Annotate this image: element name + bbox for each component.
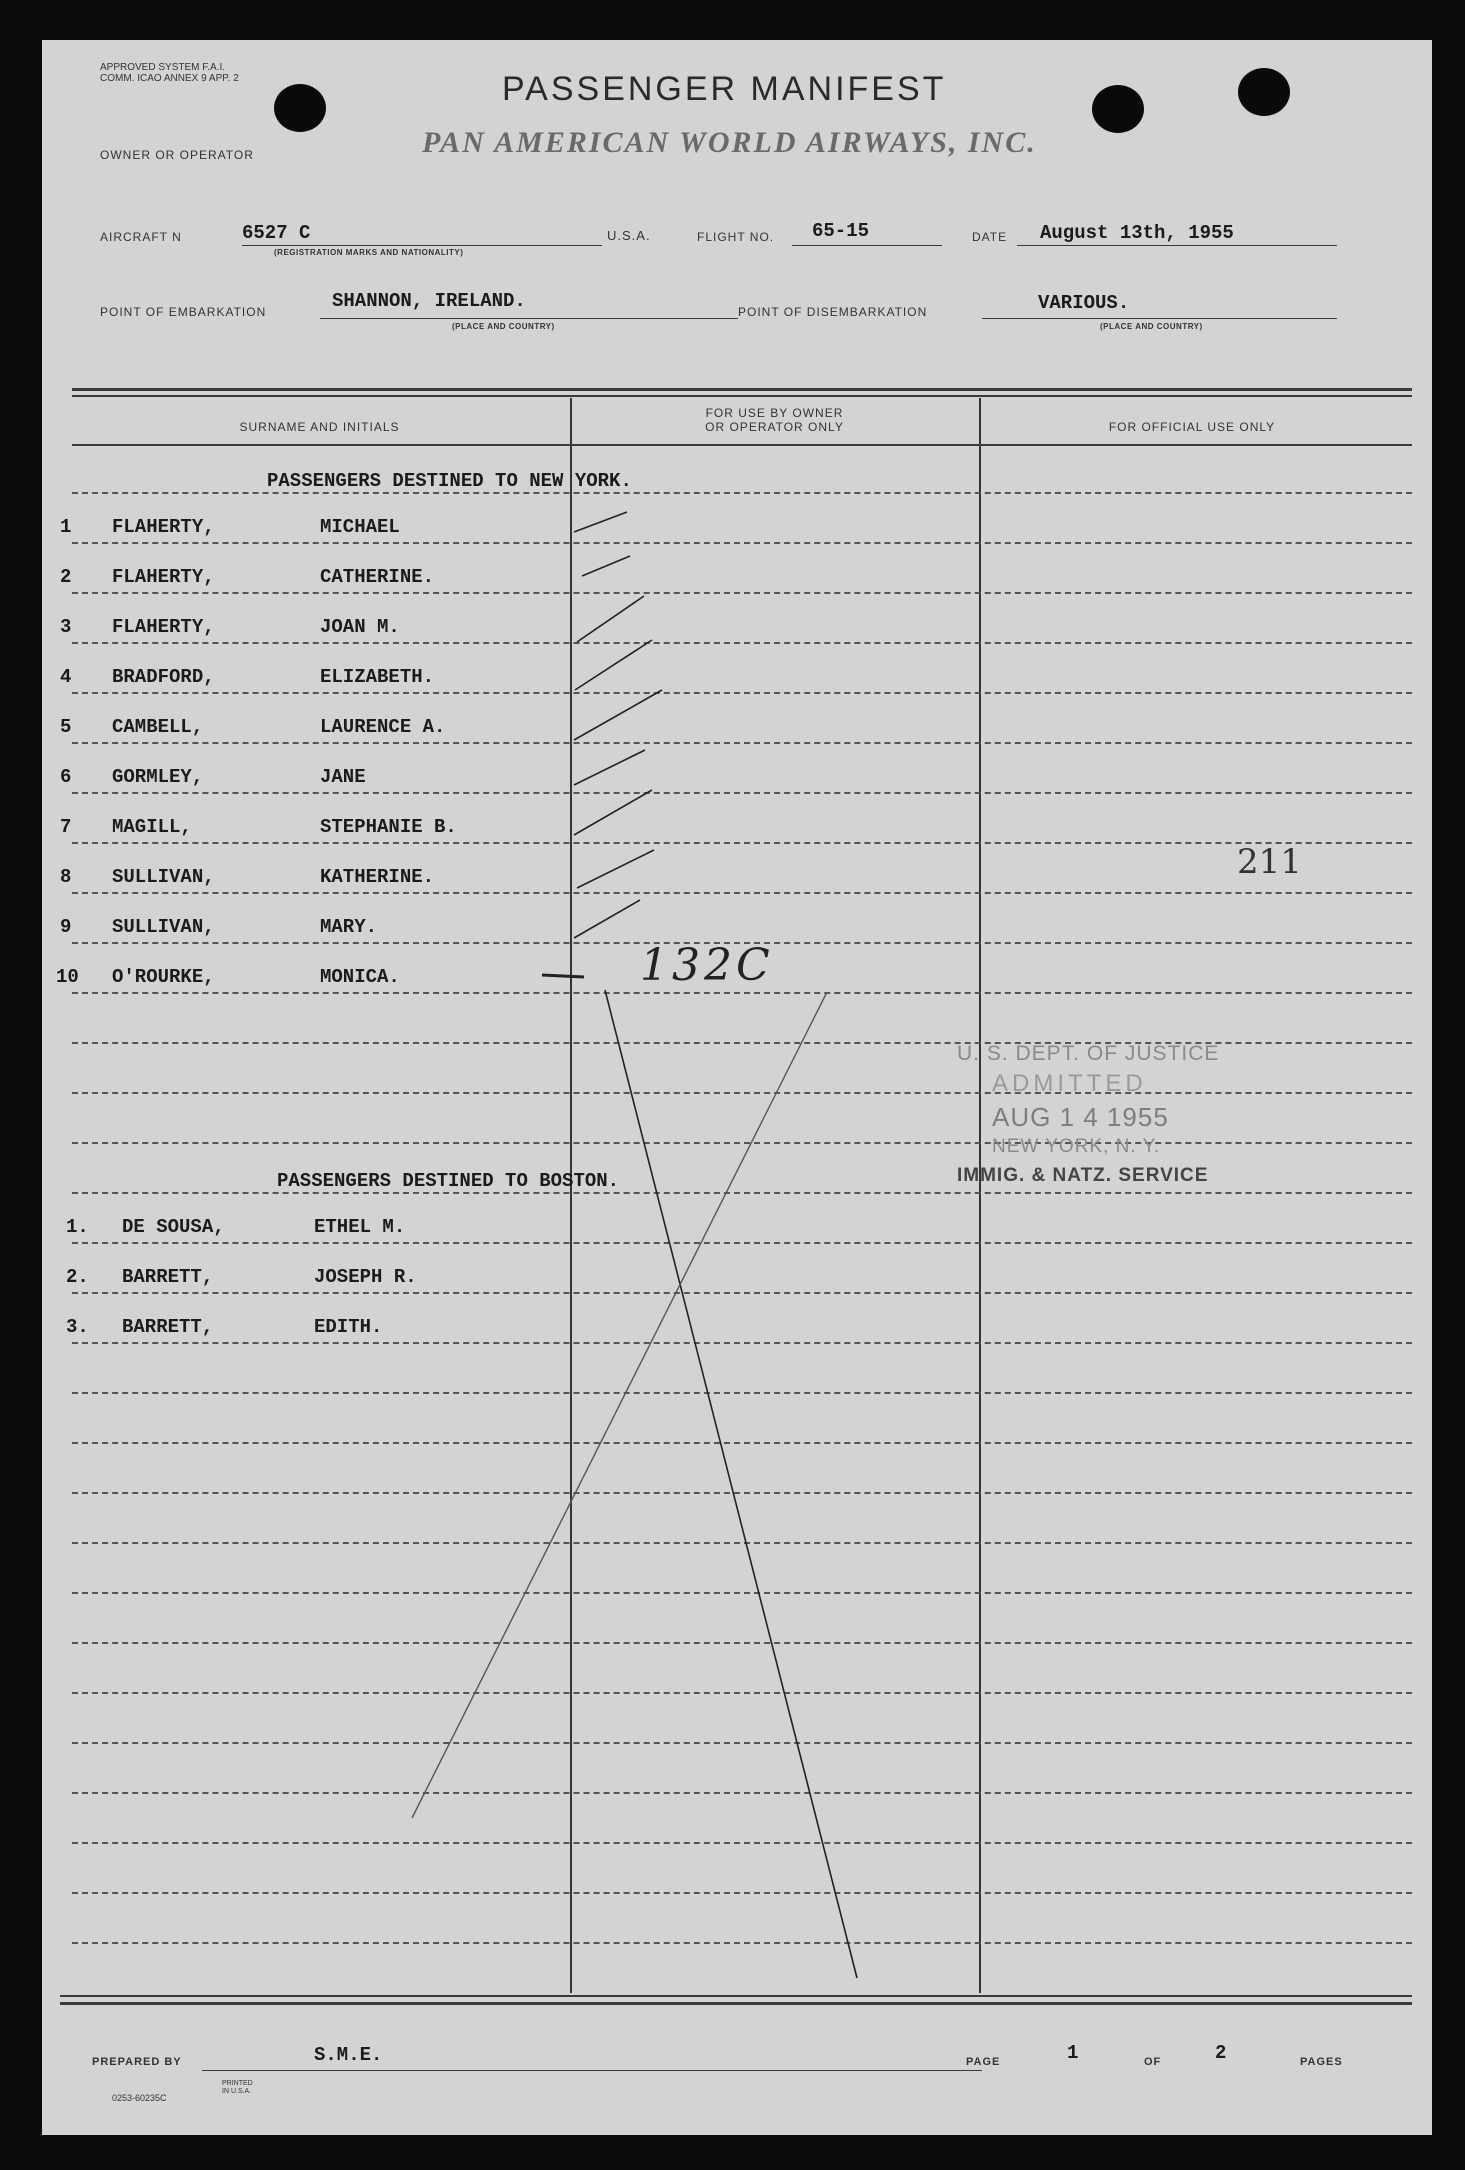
- row-number: 2.: [66, 1266, 89, 1288]
- country-label: U.S.A.: [607, 228, 651, 243]
- printed-label: PRINTED IN U.S.A.: [222, 2080, 253, 2095]
- official-note: 211: [1237, 842, 1302, 882]
- row-number: 9: [60, 916, 72, 938]
- passenger-surname: SULLIVAN,: [112, 916, 215, 938]
- prepared-by-label: PREPARED BY: [92, 2056, 182, 2068]
- approval-stamp: APPROVED SYSTEM F.A.I. COMM. ICAO ANNEX 9 APP. 2: [100, 62, 239, 84]
- page-label: PAGE: [966, 2056, 1001, 2068]
- passenger-surname: GORMLEY,: [112, 766, 204, 788]
- passenger-surname: DE SOUSA,: [122, 1216, 225, 1238]
- column-header-owner-1: FOR USE BY OWNER: [705, 406, 844, 420]
- passenger-surname: O'ROURKE,: [112, 966, 215, 988]
- passenger-given-name: EDITH.: [314, 1316, 383, 1338]
- row-number: 1.: [66, 1216, 89, 1238]
- passenger-surname: SULLIVAN,: [112, 866, 215, 888]
- row-number: 7: [60, 816, 72, 838]
- passenger-given-name: ETHEL M.: [314, 1216, 406, 1238]
- passenger-surname: CAMBELL,: [112, 716, 204, 738]
- passenger-given-name: JOSEPH R.: [314, 1266, 417, 1288]
- passenger-surname: BARRETT,: [122, 1316, 214, 1338]
- passenger-surname: MAGILL,: [112, 816, 192, 838]
- group-heading-new-york: PASSENGERS DESTINED TO NEW YORK.: [267, 470, 632, 492]
- prepared-underline: [202, 2070, 982, 2071]
- row-number: 3.: [66, 1316, 89, 1338]
- disembarkation-label: POINT OF DISEMBARKATION: [738, 305, 928, 319]
- column-header-owner-2: OR OPERATOR ONLY: [705, 420, 844, 434]
- aircraft-label: AIRCRAFT N: [100, 230, 182, 244]
- row-number: 10: [56, 966, 79, 988]
- passenger-given-name: MICHAEL: [320, 516, 400, 538]
- handwritten-code: 132C: [640, 940, 774, 991]
- stamp-line-dept: U. S. DEPT. OF JUSTICE: [957, 1042, 1220, 1065]
- owner-label: OWNER OR OPERATOR: [100, 148, 254, 162]
- disembarkation-value: VARIOUS.: [1038, 292, 1130, 314]
- passenger-surname: FLAHERTY,: [112, 516, 215, 538]
- row-number: 2: [60, 566, 72, 588]
- prepared-by-value: S.M.E.: [314, 2044, 383, 2066]
- stamp-line-admitted: ADMITTED: [992, 1070, 1147, 1097]
- passenger-given-name: MONICA.: [320, 966, 400, 988]
- operator-name: PAN AMERICAN WORLD AIRWAYS, INC.: [422, 126, 1037, 159]
- of-label: OF: [1144, 2056, 1162, 2068]
- passenger-surname: FLAHERTY,: [112, 616, 215, 638]
- row-number: 6: [60, 766, 72, 788]
- passenger-given-name: STEPHANIE B.: [320, 816, 457, 838]
- column-header-surname: SURNAME AND INITIALS: [239, 420, 400, 434]
- passenger-given-name: ELIZABETH.: [320, 666, 435, 688]
- passenger-given-name: LAURENCE A.: [320, 716, 446, 738]
- flight-label: FLIGHT NO.: [697, 230, 775, 244]
- table-bottom-rule-1: [60, 1995, 1412, 1997]
- form-code: 0253-60235C: [112, 2093, 167, 2103]
- row-number: 3: [60, 616, 72, 638]
- embarkation-label: POINT OF EMBARKATION: [100, 305, 267, 319]
- row-number: 8: [60, 866, 72, 888]
- embarkation-caption: (PLACE AND COUNTRY): [452, 322, 555, 331]
- passenger-surname: BRADFORD,: [112, 666, 215, 688]
- embarkation-value: SHANNON, IRELAND.: [332, 290, 526, 312]
- passenger-given-name: KATHERINE.: [320, 866, 435, 888]
- passenger-surname: BARRETT,: [122, 1266, 214, 1288]
- total-pages: 2: [1215, 2042, 1227, 2064]
- disembarkation-caption: (PLACE AND COUNTRY): [1100, 322, 1203, 331]
- manifest-sheet: [42, 40, 1432, 2135]
- form-title: PASSENGER MANIFEST: [502, 70, 947, 108]
- pages-label: PAGES: [1300, 2056, 1343, 2068]
- pencil-marks: [42, 40, 1432, 2135]
- registration-caption: (REGISTRATION MARKS AND NATIONALITY): [274, 248, 464, 257]
- flight-date: August 13th, 1955: [1040, 222, 1234, 244]
- row-number: 4: [60, 666, 72, 688]
- passenger-given-name: CATHERINE.: [320, 566, 435, 588]
- table-bottom-rule-2: [60, 2002, 1412, 2005]
- passenger-given-name: JANE: [320, 766, 366, 788]
- aircraft-value: 6527 C: [242, 222, 311, 244]
- stamp-line-city: NEW YORK, N. Y.: [992, 1136, 1161, 1157]
- page-number: 1: [1067, 2042, 1079, 2064]
- column-header-official: FOR OFFICIAL USE ONLY: [1108, 420, 1276, 434]
- passenger-given-name: MARY.: [320, 916, 378, 938]
- stamp-line-date: AUG 1 4 1955: [992, 1102, 1169, 1132]
- date-label: DATE: [972, 230, 1008, 244]
- passenger-surname: FLAHERTY,: [112, 566, 215, 588]
- row-number: 5: [60, 716, 72, 738]
- passenger-given-name: JOAN M.: [320, 616, 400, 638]
- group-heading-boston: PASSENGERS DESTINED TO BOSTON.: [277, 1170, 620, 1192]
- row-number: 1: [60, 516, 72, 538]
- stamp-line-service: IMMIG. & NATZ. SERVICE: [957, 1165, 1209, 1186]
- flight-number: 65-15: [812, 220, 870, 242]
